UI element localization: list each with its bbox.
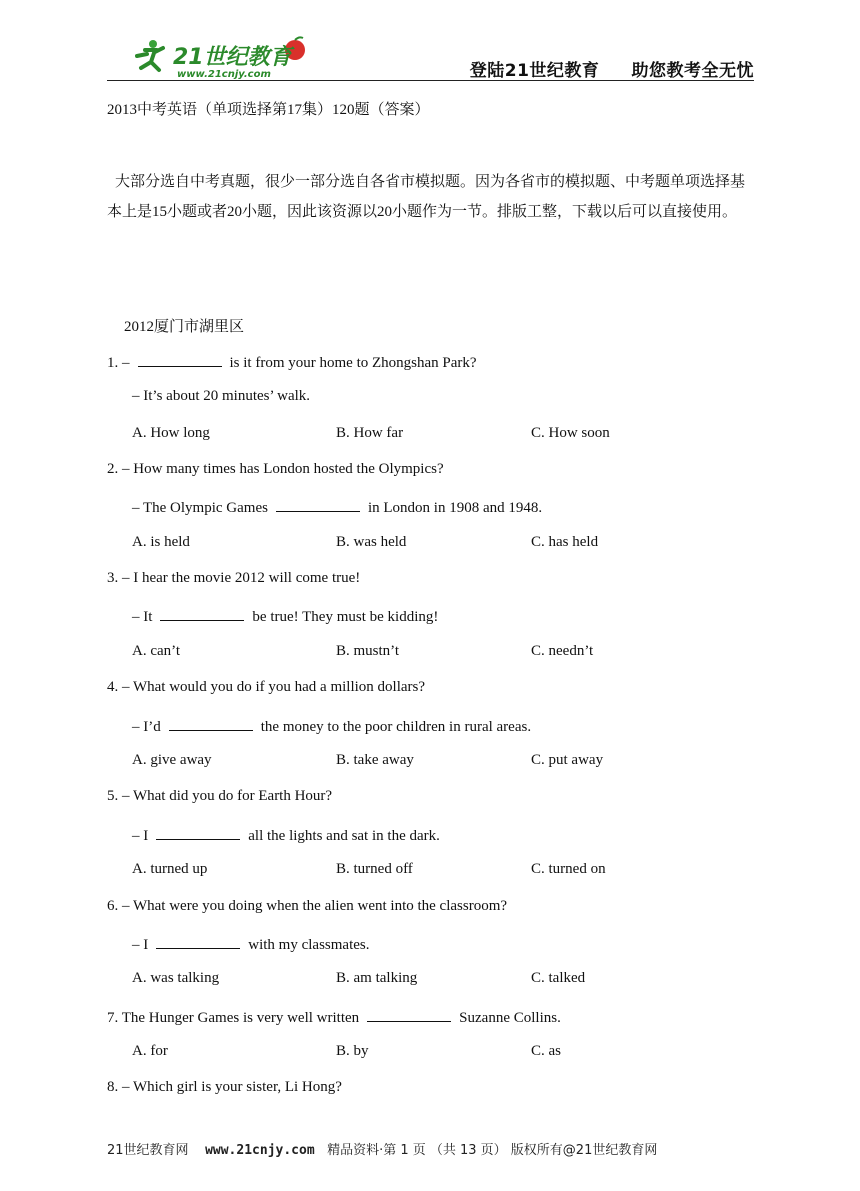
section-heading: 2012厦门市湖里区 [124, 319, 245, 335]
slogan-left: 登陆21世纪教育 [469, 61, 600, 81]
answer-blank [276, 497, 360, 512]
option-b: B. take away [336, 752, 414, 768]
question-line: 2. – How many times has London hosted the Olympics? [107, 461, 444, 477]
page-header [107, 30, 754, 82]
option-c: C. How soon [531, 425, 610, 441]
option-b: B. am talking [336, 970, 418, 986]
header-slogan [470, 56, 754, 81]
option-b: B. How far [336, 425, 404, 441]
page-footer [107, 1139, 657, 1158]
footer-info: 精品资料·第 1 页 （共 13 页） 版权所有@21世纪教育网 [327, 1143, 658, 1158]
option-b: B. mustn’t [336, 643, 400, 659]
question-line: 7. The Hunger Games is very well written Suzanne Collins. [107, 1007, 561, 1027]
header-divider [107, 80, 754, 81]
option-a: A. give away [132, 752, 212, 768]
slogan-right: 助您教考全无忧 [631, 61, 754, 81]
document-title: 2013中考英语（单项选择第17集）120题（答案） [107, 102, 430, 118]
logo-text: 21世纪教育 [173, 45, 292, 70]
footer-site: 21世纪教育网 [107, 1143, 189, 1158]
option-b: B. was held [336, 534, 407, 550]
option-c: C. as [531, 1043, 561, 1059]
answer-line: – It be true! They must be kidding! [132, 606, 438, 626]
question-line: 3. – I hear the movie 2012 will come true! [107, 570, 361, 586]
option-c: C. has held [531, 534, 599, 550]
logo-url: www.21cnjy.com [177, 69, 271, 80]
answer-line: – I with my classmates. [132, 934, 369, 954]
answer-line: – It’s about 20 minutes’ walk. [132, 388, 311, 404]
answer-blank [367, 1007, 451, 1022]
option-a: A. How long [132, 425, 210, 441]
question-line: 8. – Which girl is your sister, Li Hong? [107, 1079, 342, 1095]
question-line: 4. – What would you do if you had a million dollars? [107, 679, 426, 695]
answer-line: – I’d the money to the poor children in rural areas. [132, 716, 531, 736]
answer-blank [169, 716, 253, 731]
option-b: B. turned off [336, 861, 413, 877]
answer-blank [160, 606, 244, 621]
option-c: C. turned on [531, 861, 606, 877]
question-line: 1. – is it from your home to Zhongshan Park? [107, 352, 477, 372]
runner-icon [137, 40, 163, 70]
option-c: C. put away [531, 752, 604, 768]
option-b: B. by [336, 1043, 369, 1059]
answer-blank [156, 934, 240, 949]
question-line: 5. – What did you do for Earth Hour? [107, 788, 333, 804]
answer-blank [156, 825, 240, 840]
option-c: C. needn’t [531, 643, 594, 659]
option-a: A. was talking [132, 970, 220, 986]
option-a: A. turned up [132, 861, 208, 877]
answer-line: – The Olympic Games in London in 1908 and 1948. [132, 497, 542, 517]
logo [115, 36, 315, 80]
footer-url[interactable]: www.21cnjy.com [205, 1143, 315, 1158]
option-a: A. for [132, 1043, 168, 1059]
option-a: A. is held [132, 534, 190, 550]
answer-line: – I all the lights and sat in the dark. [132, 825, 440, 845]
answer-blank [138, 352, 222, 367]
option-c: C. talked [531, 970, 586, 986]
intro-paragraph: 大部分选自中考真题，很少一部分选自各省市模拟题。因为各省市的模拟题、中考题单项选择基本上是15小题或者20小题，因此该资源以20小题作为一节。排版工整，下载以后可以直接使用。 [107, 174, 746, 220]
question-line: 6. – What were you doing when the alien went into the classroom? [107, 898, 508, 914]
option-a: A. can’t [132, 643, 181, 659]
